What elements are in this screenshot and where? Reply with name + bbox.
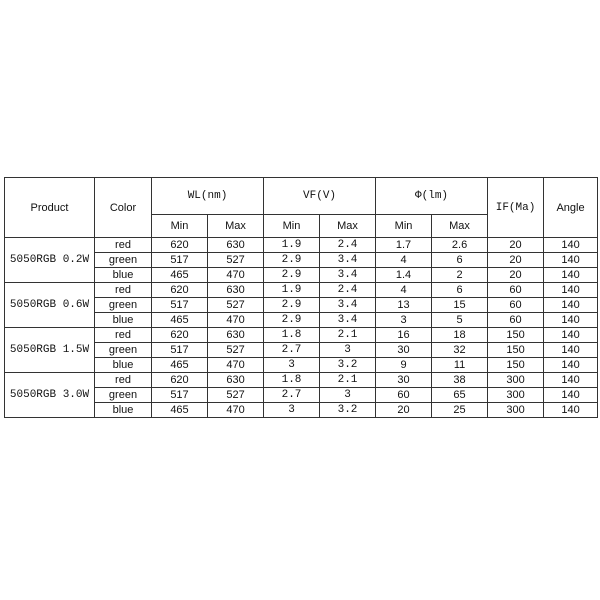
wl-min-cell: 620	[152, 373, 208, 388]
phi-min-cell: 60	[376, 388, 432, 403]
if-cell: 150	[488, 343, 544, 358]
phi-min-cell: 4	[376, 283, 432, 298]
if-cell: 60	[488, 298, 544, 313]
phi-min-cell: 20	[376, 403, 432, 418]
wl-min-cell: 465	[152, 403, 208, 418]
wl-max-cell: 470	[208, 358, 264, 373]
header-wl-max: Max	[208, 215, 264, 238]
if-cell: 60	[488, 283, 544, 298]
header-vf-min: Min	[264, 215, 320, 238]
vf-min-cell: 2.9	[264, 313, 320, 328]
product-name: 5050RGB 0.6W	[5, 283, 95, 328]
angle-cell: 140	[544, 358, 598, 373]
phi-min-cell: 16	[376, 328, 432, 343]
vf-min-cell: 1.9	[264, 238, 320, 253]
vf-max-cell: 2.1	[320, 328, 376, 343]
vf-max-cell: 2.1	[320, 373, 376, 388]
phi-max-cell: 2.6	[432, 238, 488, 253]
header-phi-min: Min	[376, 215, 432, 238]
wl-min-cell: 620	[152, 328, 208, 343]
wl-min-cell: 517	[152, 253, 208, 268]
angle-cell: 140	[544, 283, 598, 298]
color-cell: red	[95, 283, 152, 298]
if-cell: 60	[488, 313, 544, 328]
table-row	[5, 373, 598, 388]
vf-min-cell: 2.7	[264, 388, 320, 403]
header-phi-max: Max	[432, 215, 488, 238]
if-cell: 300	[488, 373, 544, 388]
phi-max-cell: 38	[432, 373, 488, 388]
if-cell: 20	[488, 268, 544, 283]
phi-max-cell: 5	[432, 313, 488, 328]
vf-min-cell: 3	[264, 358, 320, 373]
vf-min-cell: 1.9	[264, 283, 320, 298]
wl-max-cell: 527	[208, 298, 264, 313]
vf-max-cell: 2.4	[320, 238, 376, 253]
table-row	[5, 283, 598, 298]
phi-min-cell: 30	[376, 343, 432, 358]
vf-min-cell: 2.7	[264, 343, 320, 358]
if-cell: 150	[488, 328, 544, 343]
header-row-top	[5, 178, 598, 215]
wl-max-cell: 527	[208, 253, 264, 268]
wl-max-cell: 527	[208, 343, 264, 358]
vf-min-cell: 1.8	[264, 328, 320, 343]
vf-max-cell: 3	[320, 388, 376, 403]
color-cell: blue	[95, 268, 152, 283]
wl-min-cell: 465	[152, 313, 208, 328]
phi-max-cell: 6	[432, 283, 488, 298]
color-cell: green	[95, 253, 152, 268]
phi-max-cell: 15	[432, 298, 488, 313]
phi-max-cell: 2	[432, 268, 488, 283]
vf-max-cell: 3.2	[320, 403, 376, 418]
phi-min-cell: 30	[376, 373, 432, 388]
wl-min-cell: 517	[152, 298, 208, 313]
vf-max-cell: 3.2	[320, 358, 376, 373]
if-cell: 20	[488, 253, 544, 268]
angle-cell: 140	[544, 298, 598, 313]
header-vf: VF(V)	[264, 178, 376, 215]
spec-table	[4, 177, 598, 418]
wl-min-cell: 517	[152, 343, 208, 358]
color-cell: green	[95, 388, 152, 403]
if-cell: 150	[488, 358, 544, 373]
color-cell: green	[95, 343, 152, 358]
wl-min-cell: 465	[152, 358, 208, 373]
vf-max-cell: 3	[320, 343, 376, 358]
header-if: IF(Ma)	[488, 178, 544, 238]
vf-min-cell: 2.9	[264, 298, 320, 313]
color-cell: red	[95, 373, 152, 388]
phi-max-cell: 18	[432, 328, 488, 343]
product-name: 5050RGB 0.2W	[5, 238, 95, 283]
vf-max-cell: 3.4	[320, 313, 376, 328]
spec-body	[5, 238, 598, 418]
color-cell: red	[95, 328, 152, 343]
angle-cell: 140	[544, 343, 598, 358]
wl-min-cell: 465	[152, 268, 208, 283]
vf-min-cell: 1.8	[264, 373, 320, 388]
angle-cell: 140	[544, 403, 598, 418]
header-angle: Angle	[544, 178, 598, 238]
color-cell: blue	[95, 313, 152, 328]
wl-max-cell: 470	[208, 403, 264, 418]
angle-cell: 140	[544, 388, 598, 403]
angle-cell: 140	[544, 373, 598, 388]
vf-min-cell: 2.9	[264, 253, 320, 268]
angle-cell: 140	[544, 268, 598, 283]
phi-min-cell: 1.4	[376, 268, 432, 283]
product-name: 5050RGB 1.5W	[5, 328, 95, 373]
wl-max-cell: 527	[208, 388, 264, 403]
phi-min-cell: 13	[376, 298, 432, 313]
header-wl-min: Min	[152, 215, 208, 238]
angle-cell: 140	[544, 328, 598, 343]
vf-min-cell: 2.9	[264, 268, 320, 283]
color-cell: red	[95, 238, 152, 253]
product-name: 5050RGB 3.0W	[5, 373, 95, 418]
wl-min-cell: 517	[152, 388, 208, 403]
phi-min-cell: 1.7	[376, 238, 432, 253]
vf-min-cell: 3	[264, 403, 320, 418]
table-row	[5, 328, 598, 343]
wl-max-cell: 630	[208, 373, 264, 388]
phi-max-cell: 6	[432, 253, 488, 268]
wl-max-cell: 630	[208, 238, 264, 253]
vf-max-cell: 3.4	[320, 298, 376, 313]
phi-max-cell: 32	[432, 343, 488, 358]
vf-max-cell: 3.4	[320, 268, 376, 283]
angle-cell: 140	[544, 313, 598, 328]
phi-max-cell: 25	[432, 403, 488, 418]
if-cell: 20	[488, 238, 544, 253]
wl-min-cell: 620	[152, 238, 208, 253]
phi-max-cell: 11	[432, 358, 488, 373]
wl-min-cell: 620	[152, 283, 208, 298]
color-cell: blue	[95, 403, 152, 418]
header-color: Color	[95, 178, 152, 238]
phi-min-cell: 3	[376, 313, 432, 328]
table-row	[5, 238, 598, 253]
wl-max-cell: 470	[208, 268, 264, 283]
header-product: Product	[5, 178, 95, 238]
header-wl: WL(nm)	[152, 178, 264, 215]
phi-min-cell: 9	[376, 358, 432, 373]
angle-cell: 140	[544, 238, 598, 253]
wl-max-cell: 630	[208, 283, 264, 298]
color-cell: blue	[95, 358, 152, 373]
header-phi: Φ(lm)	[376, 178, 488, 215]
vf-max-cell: 2.4	[320, 283, 376, 298]
phi-max-cell: 65	[432, 388, 488, 403]
if-cell: 300	[488, 388, 544, 403]
color-cell: green	[95, 298, 152, 313]
header-vf-max: Max	[320, 215, 376, 238]
phi-min-cell: 4	[376, 253, 432, 268]
if-cell: 300	[488, 403, 544, 418]
wl-max-cell: 470	[208, 313, 264, 328]
wl-max-cell: 630	[208, 328, 264, 343]
angle-cell: 140	[544, 253, 598, 268]
vf-max-cell: 3.4	[320, 253, 376, 268]
